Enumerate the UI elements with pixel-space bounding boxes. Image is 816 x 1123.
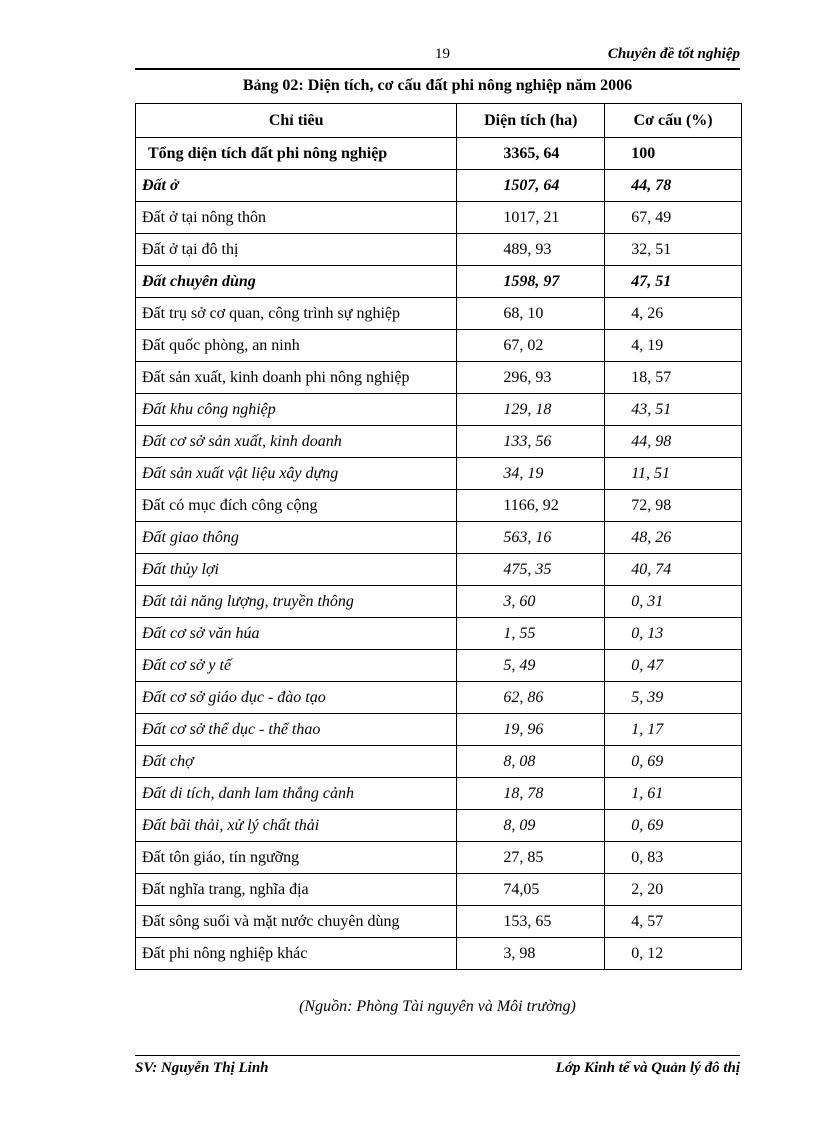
row-area: 129, 18	[457, 394, 605, 426]
row-area: 8, 09	[457, 810, 605, 842]
row-area: 67, 02	[457, 330, 605, 362]
row-structure: 40, 74	[605, 554, 742, 586]
row-area: 563, 16	[457, 522, 605, 554]
table-row	[136, 202, 742, 234]
table-row	[136, 842, 742, 874]
page-footer	[135, 1055, 740, 1082]
table-row	[136, 458, 742, 490]
table-row	[136, 330, 742, 362]
row-area: 3, 60	[457, 586, 605, 618]
row-structure: 2, 20	[605, 874, 742, 906]
row-area: 68, 10	[457, 298, 605, 330]
row-structure: 0, 69	[605, 746, 742, 778]
table-row	[136, 618, 742, 650]
column-header-area: Diện tích (ha)	[457, 104, 605, 138]
row-label: Tổng diện tích đất phi nông nghiệp	[136, 138, 457, 170]
table-row	[136, 778, 742, 810]
row-label: Đất ở	[136, 170, 457, 202]
row-label: Đất sông suối và mặt nước chuyên dùng	[136, 906, 457, 938]
row-label: Đất giao thông	[136, 522, 457, 554]
row-label: Đất cơ sở sản xuất, kinh doanh	[136, 426, 457, 458]
row-structure: 72, 98	[605, 490, 742, 522]
row-label: Đất sản xuất vật liệu xây dựng	[136, 458, 457, 490]
row-structure: 67, 49	[605, 202, 742, 234]
row-area: 34, 19	[457, 458, 605, 490]
table-row	[136, 138, 742, 170]
row-area: 475, 35	[457, 554, 605, 586]
row-structure: 5, 39	[605, 682, 742, 714]
table-row	[136, 554, 742, 586]
table-row	[136, 170, 742, 202]
row-label: Đất cơ sở y tế	[136, 650, 457, 682]
row-area: 8, 08	[457, 746, 605, 778]
row-area: 1, 55	[457, 618, 605, 650]
table-row	[136, 810, 742, 842]
row-label: Đất chợ	[136, 746, 457, 778]
row-label: Đất bãi thải, xử lý chất thải	[136, 810, 457, 842]
table-row	[136, 266, 742, 298]
table-row	[136, 650, 742, 682]
row-area: 27, 85	[457, 842, 605, 874]
table-row	[136, 362, 742, 394]
table-row	[136, 874, 742, 906]
row-label: Đất ở tại đô thị	[136, 234, 457, 266]
row-structure: 0, 13	[605, 618, 742, 650]
source-note: (Nguồn: Phòng Tài nguyên và Môi trường)	[299, 998, 576, 1015]
row-label: Đất cơ sở giáo dục - đào tạo	[136, 682, 457, 714]
row-area: 5, 49	[457, 650, 605, 682]
column-header-structure: Cơ cấu (%)	[605, 104, 742, 138]
row-area: 19, 96	[457, 714, 605, 746]
table-title: Bảng 02: Diện tích, cơ cấu đất phi nông nghiệp năm 2006	[242, 77, 633, 94]
page-number: 19	[435, 46, 450, 62]
row-area: 74,05	[457, 874, 605, 906]
table-body	[136, 138, 742, 970]
row-area: 18, 78	[457, 778, 605, 810]
document-title: Chuyên đề tốt nghiệp	[607, 46, 740, 62]
row-label: Đất nghĩa trang, nghĩa địa	[136, 874, 457, 906]
row-label: Đất ở tại nông thôn	[136, 202, 457, 234]
table-header-row	[136, 104, 742, 138]
table-row	[136, 490, 742, 522]
table-row	[136, 714, 742, 746]
row-label: Đất cơ sở văn húa	[136, 618, 457, 650]
row-structure: 0, 12	[605, 938, 742, 970]
row-area: 133, 56	[457, 426, 605, 458]
student-name: SV: Nguyễn Thị Linh	[135, 1060, 269, 1076]
row-structure: 0, 69	[605, 810, 742, 842]
row-structure: 0, 83	[605, 842, 742, 874]
row-structure: 4, 19	[605, 330, 742, 362]
row-structure: 44, 78	[605, 170, 742, 202]
row-structure: 18, 57	[605, 362, 742, 394]
row-area: 62, 86	[457, 682, 605, 714]
row-structure: 1, 61	[605, 778, 742, 810]
table-row	[136, 746, 742, 778]
row-label: Đất thủy lợi	[136, 554, 457, 586]
row-structure: 32, 51	[605, 234, 742, 266]
row-area: 3, 98	[457, 938, 605, 970]
row-label: Đất tải năng lượng, truyền thông	[136, 586, 457, 618]
table-row	[136, 298, 742, 330]
land-area-table	[135, 103, 742, 970]
row-structure: 0, 31	[605, 586, 742, 618]
row-label: Đất sản xuất, kinh doanh phi nông nghiệp	[136, 362, 457, 394]
row-structure: 43, 51	[605, 394, 742, 426]
column-header-indicator: Chỉ tiêu	[136, 104, 457, 138]
table-row	[136, 586, 742, 618]
row-area: 1598, 97	[457, 266, 605, 298]
row-label: Đất quốc phòng, an ninh	[136, 330, 457, 362]
row-structure: 47, 51	[605, 266, 742, 298]
row-label: Đất tôn giáo, tín ngưỡng	[136, 842, 457, 874]
row-label: Đất phi nông nghiệp khác	[136, 938, 457, 970]
row-structure: 1, 17	[605, 714, 742, 746]
row-label: Đất có mục đích công cộng	[136, 490, 457, 522]
row-area: 1166, 92	[457, 490, 605, 522]
table-row	[136, 522, 742, 554]
page-header	[135, 44, 740, 70]
table-row	[136, 906, 742, 938]
table-row	[136, 234, 742, 266]
row-structure: 4, 26	[605, 298, 742, 330]
row-structure: 44, 98	[605, 426, 742, 458]
row-area: 153, 65	[457, 906, 605, 938]
row-structure: 100	[605, 138, 742, 170]
table-row	[136, 682, 742, 714]
class-name: Lớp Kinh tế và Quản lý đô thị	[555, 1060, 740, 1076]
row-label: Đất khu công nghiệp	[136, 394, 457, 426]
row-label: Đất chuyên dùng	[136, 266, 457, 298]
table-row	[136, 394, 742, 426]
row-area: 3365, 64	[457, 138, 605, 170]
table-row	[136, 426, 742, 458]
row-label: Đất di tích, danh lam thắng cảnh	[136, 778, 457, 810]
row-label: Đất cơ sở thể dục - thể thao	[136, 714, 457, 746]
row-area: 1017, 21	[457, 202, 605, 234]
row-structure: 48, 26	[605, 522, 742, 554]
row-area: 1507, 64	[457, 170, 605, 202]
row-structure: 11, 51	[605, 458, 742, 490]
row-area: 489, 93	[457, 234, 605, 266]
table-row	[136, 938, 742, 970]
row-area: 296, 93	[457, 362, 605, 394]
row-structure: 0, 47	[605, 650, 742, 682]
row-label: Đất trụ sở cơ quan, công trình sự nghiệp	[136, 298, 457, 330]
row-structure: 4, 57	[605, 906, 742, 938]
